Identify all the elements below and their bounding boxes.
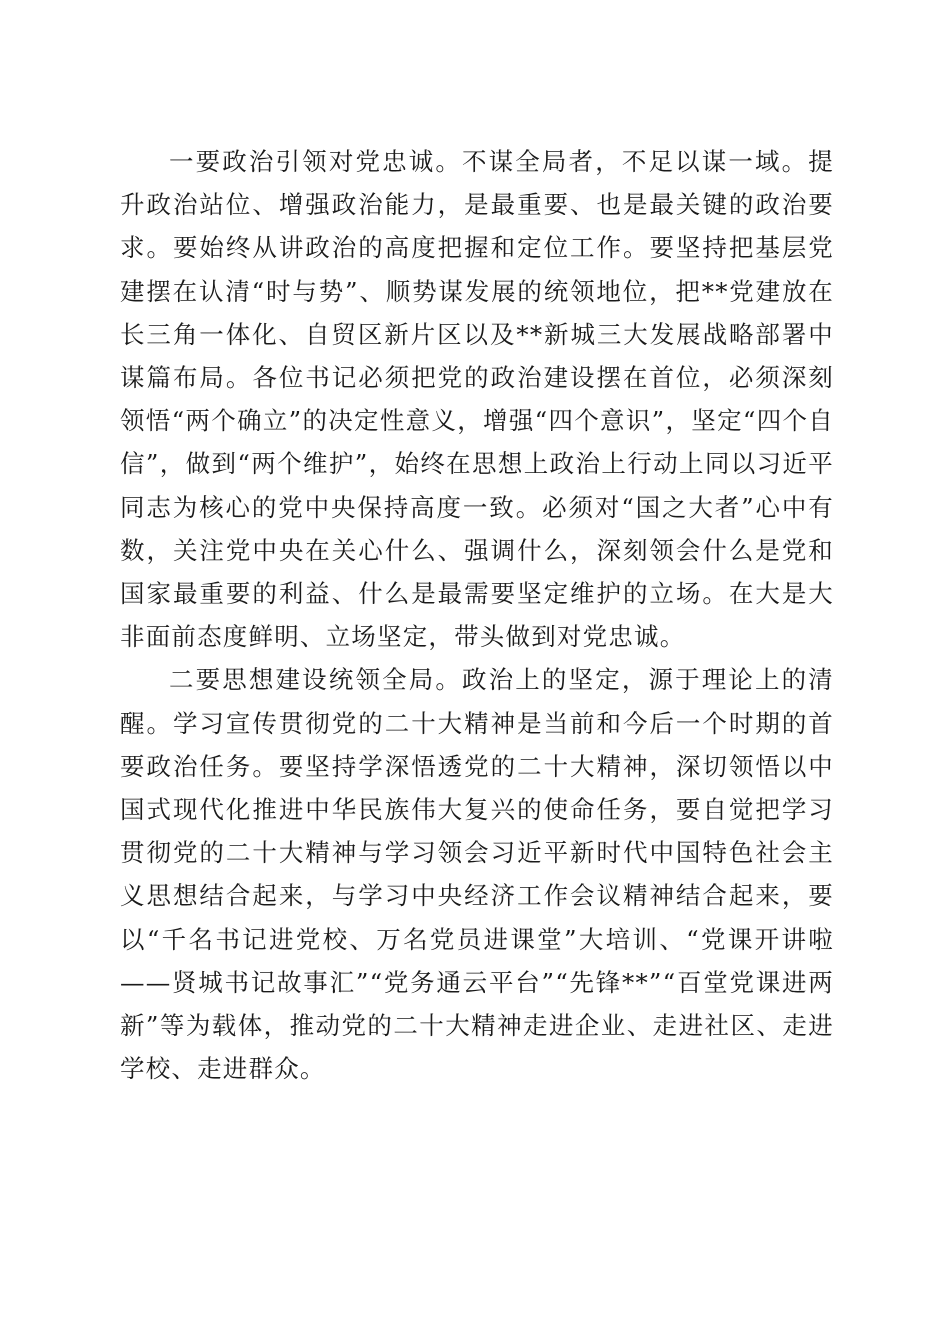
paragraph-political-leadership: 一要政治引领对党忠诚。不谋全局者，不足以谋一域。提升政治站位、增强政治能力，是最重要、也是最关键的政治要求。要始终从讲政治的高度把握和定位工作。要坚持把基层党建摆在认清“时与势”、顺势谋发展的统领地位，把**党建放在长三角一体化、自贸区新片区以及**新城三大发展战略部署中谋篇布局。各位书记必须把党的政治建设摆在首位，必须深刻领悟“两个确立”的决定性意义，增强“四个意识”，坚定“四个自信”，做到“两个维护”，始终在思想上政治上行动上同以习近平同志为核心的党中央保持高度一致。必须对“国之大者”心中有数，关注党中央在关心什么、强调什么，深刻领会什么是党和国家最重要的利益、什么是最需要坚定维护的立场。在大是大非面前态度鲜明、立场坚定，带头做到对党忠诚。 bbox=[120, 147, 834, 652]
paragraph-ideological-building: 二要思想建设统领全局。政治上的坚定，源于理论上的清醒。学习宣传贯彻党的二十大精神是当前和今后一个时期的首要政治任务。要坚持学深悟透党的二十大精神，深切领悟以中国式现代化推进中华民族伟大复兴的使命任务，要自觉把学习贯彻党的二十大精神与学习领会习近平新时代中国特色社会主义思想结合起来，与学习中央经济工作会议精神结合起来，要以“千名书记进党校、万名党员进课堂”大培训、“党课开讲啦——贤城书记故事汇”“党务通云平台”“先锋**”“百堂党课进两新”等为载体，推动党的二十大精神走进企业、走进社区、走进学校、走进群众。 bbox=[120, 665, 834, 1084]
document-body bbox=[120, 140, 834, 1090]
